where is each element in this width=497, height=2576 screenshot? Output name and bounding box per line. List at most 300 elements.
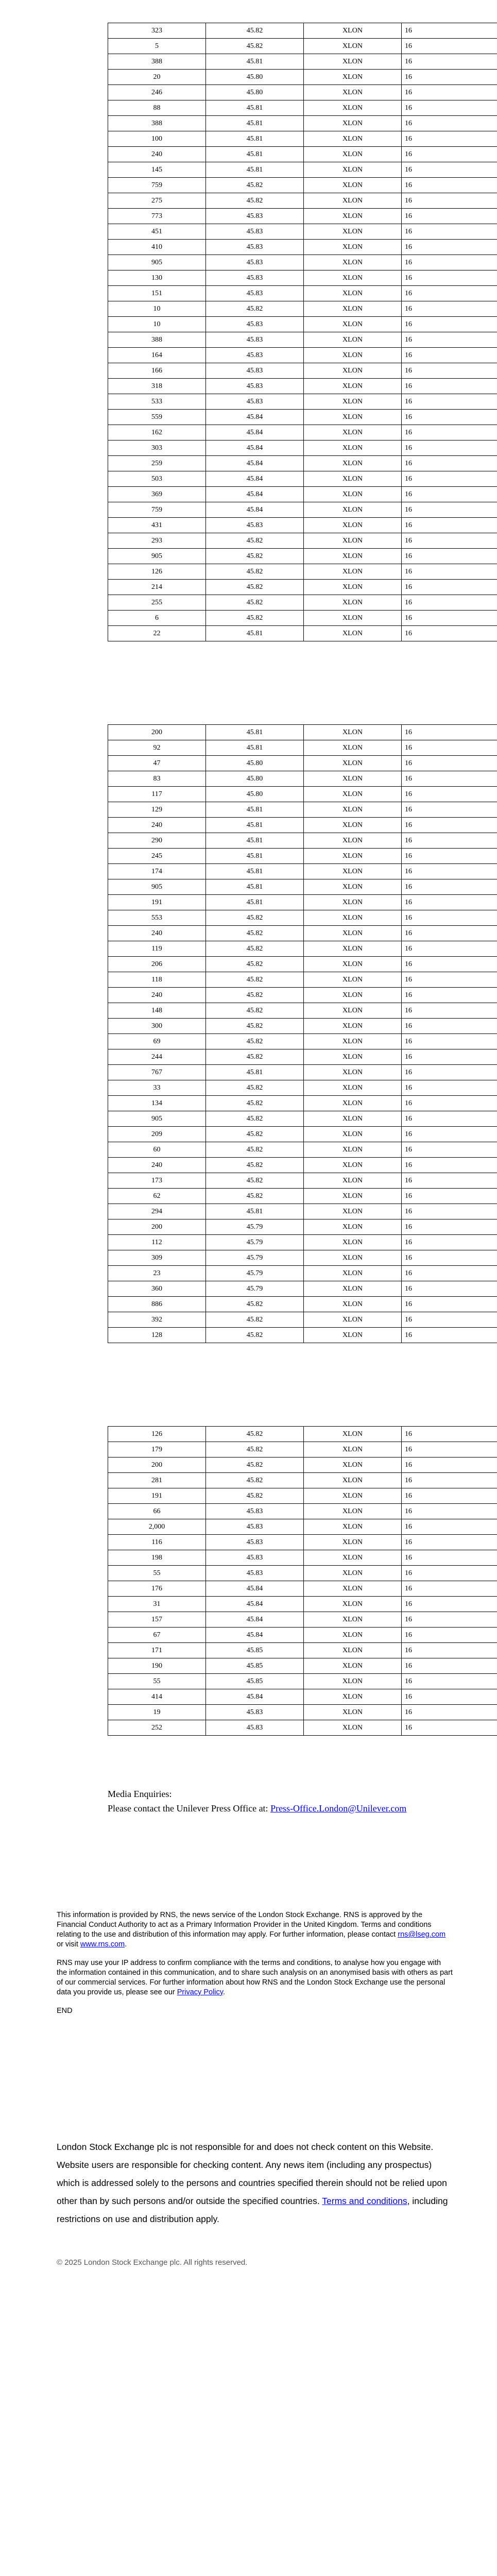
volume-cell: 290 <box>108 833 206 849</box>
time-cell: 16 <box>402 193 497 209</box>
time-cell: 16 <box>402 1019 497 1034</box>
time-cell: 16 <box>402 1127 497 1142</box>
time-cell: 16 <box>402 518 497 533</box>
table-row <box>108 1473 497 1488</box>
volume-cell: 190 <box>108 1658 206 1674</box>
time-cell: 16 <box>402 178 497 193</box>
price-cell: 45.82 <box>206 1442 304 1458</box>
volume-cell: 281 <box>108 1473 206 1488</box>
price-cell: 45.80 <box>206 787 304 802</box>
price-cell: 45.82 <box>206 1142 304 1158</box>
venue-cell: XLON <box>304 988 402 1003</box>
time-cell: 16 <box>402 988 497 1003</box>
price-cell: 45.82 <box>206 1297 304 1312</box>
table-row <box>108 286 497 301</box>
volume-cell: 31 <box>108 1597 206 1612</box>
volume-cell: 886 <box>108 1297 206 1312</box>
trades-table-3 <box>108 1426 497 1736</box>
venue-cell: XLON <box>304 771 402 787</box>
volume-cell: 259 <box>108 456 206 471</box>
table-row <box>108 1034 497 1049</box>
venue-cell: XLON <box>304 1158 402 1173</box>
price-cell: 45.82 <box>206 301 304 317</box>
venue-cell: XLON <box>304 1142 402 1158</box>
time-cell: 16 <box>402 1034 497 1049</box>
venue-cell: XLON <box>304 1080 402 1096</box>
price-cell: 45.83 <box>206 332 304 348</box>
price-cell: 45.81 <box>206 833 304 849</box>
venue-cell: XLON <box>304 1204 402 1219</box>
time-cell: 16 <box>402 301 497 317</box>
time-cell: 16 <box>402 1158 497 1173</box>
venue-cell: XLON <box>304 1519 402 1535</box>
volume-cell: 905 <box>108 879 206 895</box>
volume-cell: 20 <box>108 70 206 85</box>
price-cell: 45.82 <box>206 1049 304 1065</box>
volume-cell: 191 <box>108 895 206 910</box>
venue-cell: XLON <box>304 910 402 926</box>
volume-cell: 388 <box>108 116 206 131</box>
price-cell: 45.84 <box>206 471 304 487</box>
time-cell: 16 <box>402 1535 497 1550</box>
volume-cell: 240 <box>108 1158 206 1173</box>
time-cell: 16 <box>402 487 497 502</box>
venue-cell: XLON <box>304 1658 402 1674</box>
price-cell: 45.83 <box>206 363 304 379</box>
volume-cell: 83 <box>108 771 206 787</box>
venue-cell: XLON <box>304 255 402 270</box>
venue-cell: XLON <box>304 85 402 100</box>
venue-cell: XLON <box>304 1312 402 1328</box>
venue-cell: XLON <box>304 611 402 626</box>
time-cell: 16 <box>402 240 497 255</box>
table-row <box>108 1096 497 1111</box>
price-cell: 45.84 <box>206 1612 304 1628</box>
venue-cell: XLON <box>304 1488 402 1504</box>
time-cell: 16 <box>402 941 497 957</box>
venue-cell: XLON <box>304 1034 402 1049</box>
volume-cell: 303 <box>108 440 206 456</box>
venue-cell: XLON <box>304 1111 402 1127</box>
venue-cell: XLON <box>304 1597 402 1612</box>
price-cell: 45.81 <box>206 116 304 131</box>
volume-cell: 323 <box>108 23 206 39</box>
copyright-notice: © 2025 London Stock Exchange plc. All rights reserved. <box>57 2258 248 2267</box>
table-row <box>108 1628 497 1643</box>
time-cell: 16 <box>402 849 497 864</box>
table-row <box>108 1219 497 1235</box>
price-cell: 45.82 <box>206 549 304 564</box>
price-cell: 45.83 <box>206 317 304 332</box>
table-row <box>108 595 497 611</box>
time-cell: 16 <box>402 595 497 611</box>
price-cell: 45.79 <box>206 1266 304 1281</box>
rns-email-link[interactable]: rns@lseg.com <box>398 1930 446 1939</box>
time-cell: 16 <box>402 1519 497 1535</box>
price-cell: 45.81 <box>206 162 304 178</box>
table-row <box>108 1065 497 1080</box>
volume-cell: 773 <box>108 209 206 224</box>
table-row <box>108 162 497 178</box>
venue-cell: XLON <box>304 595 402 611</box>
table-row <box>108 626 497 641</box>
venue-cell: XLON <box>304 1535 402 1550</box>
volume-cell: 410 <box>108 240 206 255</box>
price-cell: 45.84 <box>206 502 304 518</box>
time-cell: 16 <box>402 332 497 348</box>
volume-cell: 200 <box>108 725 206 740</box>
venue-cell: XLON <box>304 1250 402 1266</box>
time-cell: 16 <box>402 85 497 100</box>
price-cell: 45.80 <box>206 85 304 100</box>
volume-cell: 905 <box>108 549 206 564</box>
table-row <box>108 363 497 379</box>
volume-cell: 10 <box>108 317 206 332</box>
price-cell: 45.82 <box>206 193 304 209</box>
table-row <box>108 255 497 270</box>
price-cell: 45.81 <box>206 147 304 162</box>
time-cell: 16 <box>402 1281 497 1297</box>
table-row <box>108 1173 497 1189</box>
table-row <box>108 131 497 147</box>
price-cell: 45.85 <box>206 1643 304 1658</box>
time-cell: 16 <box>402 147 497 162</box>
rns-text-3: . <box>125 1940 127 1948</box>
volume-cell: 767 <box>108 1065 206 1080</box>
time-cell: 16 <box>402 1142 497 1158</box>
volume-cell: 392 <box>108 1312 206 1328</box>
lse-notice-text-end: , including restrictions on use and distribution apply. <box>57 2196 448 2224</box>
venue-cell: XLON <box>304 725 402 740</box>
time-cell: 16 <box>402 425 497 440</box>
volume-cell: 19 <box>108 1705 206 1720</box>
press-office-email-link[interactable]: Press-Office.London@Unilever.com <box>270 1803 407 1814</box>
table-row <box>108 533 497 549</box>
volume-cell: 198 <box>108 1550 206 1566</box>
time-cell: 16 <box>402 879 497 895</box>
venue-cell: XLON <box>304 1566 402 1581</box>
volume-cell: 905 <box>108 1111 206 1127</box>
table-row <box>108 1612 497 1628</box>
venue-cell: XLON <box>304 518 402 533</box>
time-cell: 16 <box>402 1473 497 1488</box>
price-cell: 45.84 <box>206 456 304 471</box>
venue-cell: XLON <box>304 270 402 286</box>
venue-cell: XLON <box>304 580 402 595</box>
price-cell: 45.85 <box>206 1674 304 1689</box>
volume-cell: 388 <box>108 332 206 348</box>
price-cell: 45.81 <box>206 802 304 818</box>
volume-cell: 318 <box>108 379 206 394</box>
table-row <box>108 1142 497 1158</box>
table-row <box>108 580 497 595</box>
price-cell: 45.81 <box>206 54 304 70</box>
volume-cell: 300 <box>108 1019 206 1034</box>
price-cell: 45.82 <box>206 941 304 957</box>
price-cell: 45.83 <box>206 1550 304 1566</box>
time-cell: 16 <box>402 1442 497 1458</box>
venue-cell: XLON <box>304 1705 402 1720</box>
time-cell: 16 <box>402 1720 497 1736</box>
venue-cell: XLON <box>304 1689 402 1705</box>
price-cell: 45.83 <box>206 286 304 301</box>
table-row <box>108 209 497 224</box>
venue-cell: XLON <box>304 39 402 54</box>
venue-cell: XLON <box>304 1473 402 1488</box>
venue-cell: XLON <box>304 1442 402 1458</box>
price-cell: 45.82 <box>206 1189 304 1204</box>
price-cell: 45.82 <box>206 611 304 626</box>
time-cell: 16 <box>402 1597 497 1612</box>
venue-cell: XLON <box>304 1219 402 1235</box>
time-cell: 16 <box>402 1250 497 1266</box>
price-cell: 45.84 <box>206 425 304 440</box>
price-cell: 45.81 <box>206 131 304 147</box>
volume-cell: 176 <box>108 1581 206 1597</box>
volume-cell: 116 <box>108 1535 206 1550</box>
time-cell: 16 <box>402 1297 497 1312</box>
table-row <box>108 1204 497 1219</box>
time-cell: 16 <box>402 1658 497 1674</box>
time-cell: 16 <box>402 1458 497 1473</box>
price-cell: 45.80 <box>206 756 304 771</box>
venue-cell: XLON <box>304 1189 402 1204</box>
time-cell: 16 <box>402 533 497 549</box>
time-cell: 16 <box>402 1096 497 1111</box>
volume-cell: 166 <box>108 363 206 379</box>
table-row <box>108 740 497 756</box>
price-cell: 45.83 <box>206 518 304 533</box>
table-row <box>108 471 497 487</box>
price-cell: 45.81 <box>206 895 304 910</box>
price-cell: 45.84 <box>206 487 304 502</box>
volume-cell: 164 <box>108 348 206 363</box>
price-cell: 45.83 <box>206 379 304 394</box>
terms-and-conditions-link[interactable]: Terms and conditions <box>322 2196 407 2206</box>
table-row <box>108 1111 497 1127</box>
price-cell: 45.81 <box>206 1065 304 1080</box>
venue-cell: XLON <box>304 564 402 580</box>
price-cell: 45.83 <box>206 394 304 410</box>
venue-cell: XLON <box>304 116 402 131</box>
volume-cell: 240 <box>108 147 206 162</box>
volume-cell: 388 <box>108 54 206 70</box>
price-cell: 45.81 <box>206 626 304 641</box>
table-row <box>108 879 497 895</box>
volume-cell: 6 <box>108 611 206 626</box>
table-row <box>108 425 497 440</box>
privacy-policy-link[interactable]: Privacy Policy <box>177 1988 223 1996</box>
volume-cell: 2,000 <box>108 1519 206 1535</box>
price-cell: 45.82 <box>206 564 304 580</box>
table-row <box>108 941 497 957</box>
price-cell: 45.82 <box>206 23 304 39</box>
time-cell: 16 <box>402 224 497 240</box>
time-cell: 16 <box>402 209 497 224</box>
table-row <box>108 1019 497 1034</box>
venue-cell: XLON <box>304 1612 402 1628</box>
venue-cell: XLON <box>304 224 402 240</box>
price-cell: 45.81 <box>206 725 304 740</box>
time-cell: 16 <box>402 1003 497 1019</box>
time-cell: 16 <box>402 1612 497 1628</box>
volume-cell: 240 <box>108 818 206 833</box>
volume-cell: 200 <box>108 1458 206 1473</box>
time-cell: 16 <box>402 1173 497 1189</box>
price-cell: 45.79 <box>206 1250 304 1266</box>
venue-cell: XLON <box>304 1127 402 1142</box>
price-cell: 45.81 <box>206 879 304 895</box>
volume-cell: 55 <box>108 1566 206 1581</box>
venue-cell: XLON <box>304 363 402 379</box>
time-cell: 16 <box>402 611 497 626</box>
volume-cell: 112 <box>108 1235 206 1250</box>
venue-cell: XLON <box>304 317 402 332</box>
venue-cell: XLON <box>304 941 402 957</box>
table-row <box>108 1250 497 1266</box>
time-cell: 16 <box>402 502 497 518</box>
venue-cell: XLON <box>304 240 402 255</box>
time-cell: 16 <box>402 1189 497 1204</box>
price-cell: 45.84 <box>206 410 304 425</box>
time-cell: 16 <box>402 131 497 147</box>
price-cell: 45.81 <box>206 100 304 116</box>
table-row <box>108 23 497 39</box>
table-row <box>108 1266 497 1281</box>
price-cell: 45.79 <box>206 1281 304 1297</box>
volume-cell: 47 <box>108 756 206 771</box>
time-cell: 16 <box>402 39 497 54</box>
time-cell: 16 <box>402 1581 497 1597</box>
price-cell: 45.82 <box>206 1328 304 1343</box>
time-cell: 16 <box>402 410 497 425</box>
table-row <box>108 1689 497 1705</box>
time-cell: 16 <box>402 1628 497 1643</box>
table-row <box>108 611 497 626</box>
time-cell: 16 <box>402 1111 497 1127</box>
table-row <box>108 1519 497 1535</box>
price-cell: 45.84 <box>206 1628 304 1643</box>
price-cell: 45.83 <box>206 1519 304 1535</box>
time-cell: 16 <box>402 1705 497 1720</box>
time-cell: 16 <box>402 1427 497 1442</box>
time-cell: 16 <box>402 580 497 595</box>
rns-website-link[interactable]: www.rns.com <box>80 1940 125 1948</box>
venue-cell: XLON <box>304 379 402 394</box>
venue-cell: XLON <box>304 1235 402 1250</box>
time-cell: 16 <box>402 54 497 70</box>
venue-cell: XLON <box>304 818 402 833</box>
table-row <box>108 70 497 85</box>
volume-cell: 252 <box>108 1720 206 1736</box>
table-row <box>108 379 497 394</box>
price-cell: 45.83 <box>206 209 304 224</box>
table-row <box>108 1235 497 1250</box>
price-cell: 45.83 <box>206 1720 304 1736</box>
volume-cell: 275 <box>108 193 206 209</box>
volume-cell: 100 <box>108 131 206 147</box>
table-row <box>108 564 497 580</box>
volume-cell: 145 <box>108 162 206 178</box>
price-cell: 45.84 <box>206 1597 304 1612</box>
time-cell: 16 <box>402 255 497 270</box>
price-cell: 45.85 <box>206 1658 304 1674</box>
table-row <box>108 1003 497 1019</box>
time-cell: 16 <box>402 926 497 941</box>
time-cell: 16 <box>402 1643 497 1658</box>
media-heading: Media Enquiries: <box>108 1789 172 1799</box>
price-cell: 45.82 <box>206 1173 304 1189</box>
time-cell: 16 <box>402 910 497 926</box>
venue-cell: XLON <box>304 802 402 818</box>
time-cell: 16 <box>402 549 497 564</box>
volume-cell: 60 <box>108 1142 206 1158</box>
time-cell: 16 <box>402 440 497 456</box>
volume-cell: 69 <box>108 1034 206 1049</box>
venue-cell: XLON <box>304 756 402 771</box>
table-row <box>108 756 497 771</box>
time-cell: 16 <box>402 626 497 641</box>
venue-cell: XLON <box>304 1720 402 1736</box>
volume-cell: 244 <box>108 1049 206 1065</box>
volume-cell: 130 <box>108 270 206 286</box>
table-row <box>108 1550 497 1566</box>
price-cell: 45.83 <box>206 348 304 363</box>
venue-cell: XLON <box>304 456 402 471</box>
price-cell: 45.83 <box>206 270 304 286</box>
volume-cell: 33 <box>108 1080 206 1096</box>
table-row <box>108 1720 497 1736</box>
table-row <box>108 972 497 988</box>
price-cell: 45.82 <box>206 1427 304 1442</box>
price-cell: 45.81 <box>206 849 304 864</box>
volume-cell: 503 <box>108 471 206 487</box>
volume-cell: 128 <box>108 1328 206 1343</box>
price-cell: 45.84 <box>206 1581 304 1597</box>
table-row <box>108 332 497 348</box>
table-row <box>108 1189 497 1204</box>
volume-cell: 162 <box>108 425 206 440</box>
volume-cell: 294 <box>108 1204 206 1219</box>
volume-cell: 148 <box>108 1003 206 1019</box>
rns-disclaimer-paragraph-2 <box>57 1958 453 1997</box>
table-row <box>108 1427 497 1442</box>
table-row <box>108 410 497 425</box>
table-row <box>108 1535 497 1550</box>
table-row <box>108 518 497 533</box>
time-cell: 16 <box>402 957 497 972</box>
time-cell: 16 <box>402 771 497 787</box>
lse-notice-text: London Stock Exchange plc is not responsible for and does not check content on this Website. Website users are responsible for checking content. Any news item (including any prospectus) which is addressed solely to the persons and countries specified therein should not be relied upon other than by such persons and/or outside the specified countries. <box>57 2142 447 2206</box>
volume-cell: 214 <box>108 580 206 595</box>
time-cell: 16 <box>402 1080 497 1096</box>
price-cell: 45.82 <box>206 1312 304 1328</box>
table-row <box>108 440 497 456</box>
price-cell: 45.82 <box>206 988 304 1003</box>
volume-cell: 451 <box>108 224 206 240</box>
volume-cell: 157 <box>108 1612 206 1628</box>
volume-cell: 126 <box>108 1427 206 1442</box>
venue-cell: XLON <box>304 209 402 224</box>
time-cell: 16 <box>402 1266 497 1281</box>
volume-cell: 293 <box>108 533 206 549</box>
lse-notice <box>57 2138 453 2228</box>
volume-cell: 88 <box>108 100 206 116</box>
venue-cell: XLON <box>304 1096 402 1111</box>
trades-table-1 <box>108 23 497 641</box>
venue-cell: XLON <box>304 833 402 849</box>
price-cell: 45.82 <box>206 1488 304 1504</box>
